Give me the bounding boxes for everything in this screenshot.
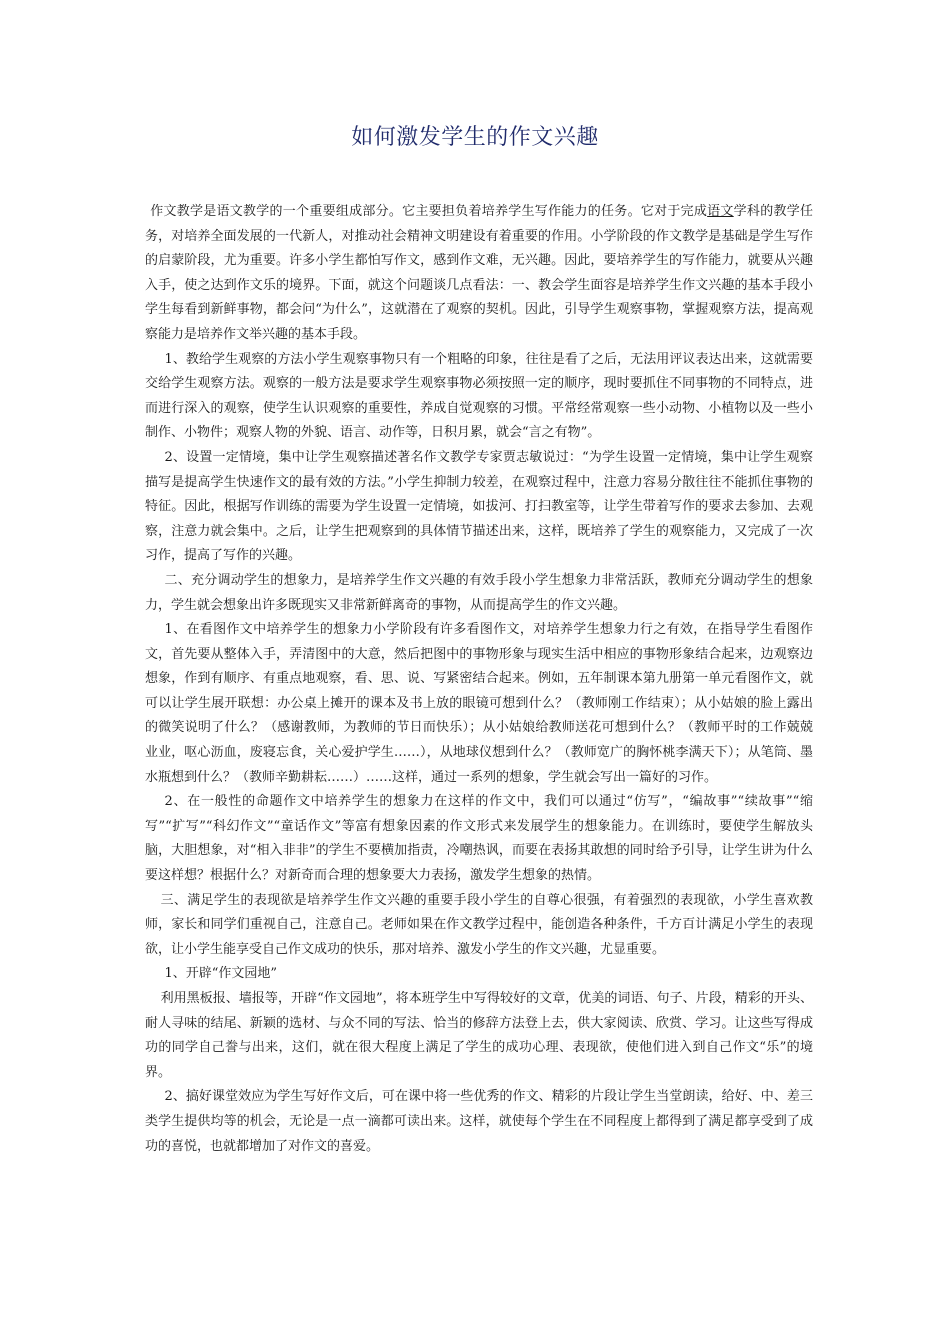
intro-text-after-link: 学科的教学任务，对培养全面发展的一代新人，对推动社会精神文明建设有着重要的作用。小学阶段的作文教学是基础是学生写作的启蒙阶段，尤为重要。许多小学生都怕写作文，感到作文难，无兴趣。因此，要培养学生的写作能力，就要从兴趣入手，使之达到作文乐的境界。下面，就这个问题谈几点看法：一、教会学生面容是培养学生作文兴趣的基本手段小学生每看到新鲜事物，都会问“为什么”，这就潜在了观察的契机。因此，引导学生观察事物，掌握观察方法，提高观察能力是培养作文举兴趣的基本手段。	[145, 204, 813, 342]
paragraph-set-situation: 2、设置一定情境，集中让学生观察描述著名作文教学专家贾志敏说过：“为学生设置一定情境，集中让学生观察描写是提高学生快速作文的最有效的方法。”小学生抑制力较差，在观察过程中，注意力容易分散往往不能抓住事物的特征。因此，根据写作训练的需要为学生设置一定情境，如拔河、打扫教室等，让学生带着写作的要求去参加、去观察，注意力就会集中。之后，让学生把观察到的具体情节描述出来，这样，既培养了学生的观察能力，又完成了一次习作，提高了写作的兴趣。	[145, 449, 813, 564]
document-title: 如何激发学生的作文兴趣	[351, 125, 599, 150]
intro-text-before-link: 作文教学是语文教学的一个重要组成部分。它主要担负着培养学生写作能力的任务。它对于完成	[150, 204, 708, 219]
chinese-subject-link[interactable]: 语文	[707, 204, 734, 219]
intro-paragraph	[145, 200, 813, 348]
paragraph-composition-garden: 利用黑板报、墙报等，开辟“作文园地”，将本班学生中写得较好的文章，优美的词语、句子、片段，精彩的开头、耐人寻味的结尾、新颖的选材、与众不同的写法、恰当的修辞方法登上去，供大家阅读、欣赏、学习。让这些写得成功的同学自己誊与出来，这们，就在很大程度上满足了学生的成功心理、表现欲，使他们进入到自己作文“乐”的境界。	[145, 991, 813, 1080]
paragraph-picture-composition: 1、在看图作文中培养学生的想象力小学阶段有许多看图作文，对培养学生想象力行之有效，在指导学生看图作文，首先要从整体入手，弄清图中的大意，然后把图中的事物形象与现实生活中相应的事物形象结合起来，边观察边想象，作到有顺序、有重点地观察，看、思、说、写紧密结合起来。例如，五年制课本第九册第一单元看图作文，就可以让学生展开联想：办公桌上摊开的课本及书上放的眼镜可想到什么？（教师刚工作结束）；从小姑娘的脸上露出的微笑说明了什么？（感谢教师，为教师的节日而快乐）；从小姑娘给教师送花可想到什么？（教师平时的工作兢兢业业，呕心沥血，废寝忘食，关心爱护学生……），从地球仪想到什么？（教师宽广的胸怀桃李满天下）；从笔筒、墨水瓶想到什么？（教师辛勤耕耘……）……这样，通过一系列的想象，学生就会写出一篇好的习作。	[145, 622, 813, 785]
paragraph-topic-composition: 2、在一般性的命题作文中培养学生的想象力在这样的作文中，我们可以通过“仿写”，“编故事”“续故事”“缩写”“扩写”“科幻作文”“童话作文”等富有想象因素的作文形式来发展学生的想象能力。在训练时，要使学生解放头脑，大胆想象，对“相入非非”的学生不要横加指责，冷嘲热讽，而要在表扬其敢想的同时给予引导，让学生讲为什么要这样想？根据什么？对新奇而合理的想象要大力表扬，激发学生想象的热情。	[145, 794, 813, 884]
paragraph-classroom-effect: 2、搞好课堂效应为学生写好作文后，可在课中将一些优秀的作文、精彩的片段让学生当堂朗读，给好、中、差三类学生提供均等的机会，无论是一点一滴都可读出来。这样，就使每个学生在不同程度上都得到了满足都享受到了成功的喜悦，也就都增加了对作文的喜爱。	[145, 1089, 813, 1154]
paragraph-composition-garden-heading: 1、开辟“作文园地”	[164, 966, 278, 982]
document-body	[145, 200, 813, 1159]
paragraph-section-two-imagination: 二、充分调动学生的想象力，是培养学生作文兴趣的有效手段小学生想象力非常活跃，教师充分调动学生的想象力，学生就会想象出许多既现实又非常新鲜离奇的事物，从而提高学生的作文兴趣。	[145, 572, 813, 613]
paragraph-observation-method: 1、教给学生观察的方法小学生观察事物只有一个粗略的印象，往往是看了之后，无法用评议表达出来，这就需要交给学生观察方法。观察的一般方法是要求学生观察事物必须按照一定的顺序，现时要抓住不同事物的不同特点，进而进行深入的观察，使学生认识观察的重要性，养成自觉观察的习惯。平常经常观察一些小动物、小植物以及一些小制作、小物件；观察人物的外貌、语言、动作等，日积月累，就会“言之有物”。	[145, 351, 813, 441]
paragraph-section-three-expression: 三、满足学生的表现欲是培养学生作文兴趣的重要手段小学生的自尊心很强，有着强烈的表现欲，小学生喜欢教师，家长和同学们重视自己，注意自己。老师如果在作文教学过程中，能创造各种条件，千方百计满足小学生的表现欲，让小学生能享受自己作文成功的快乐，那对培养、激发小学生的作文兴趣，尤显重要。	[145, 892, 813, 957]
